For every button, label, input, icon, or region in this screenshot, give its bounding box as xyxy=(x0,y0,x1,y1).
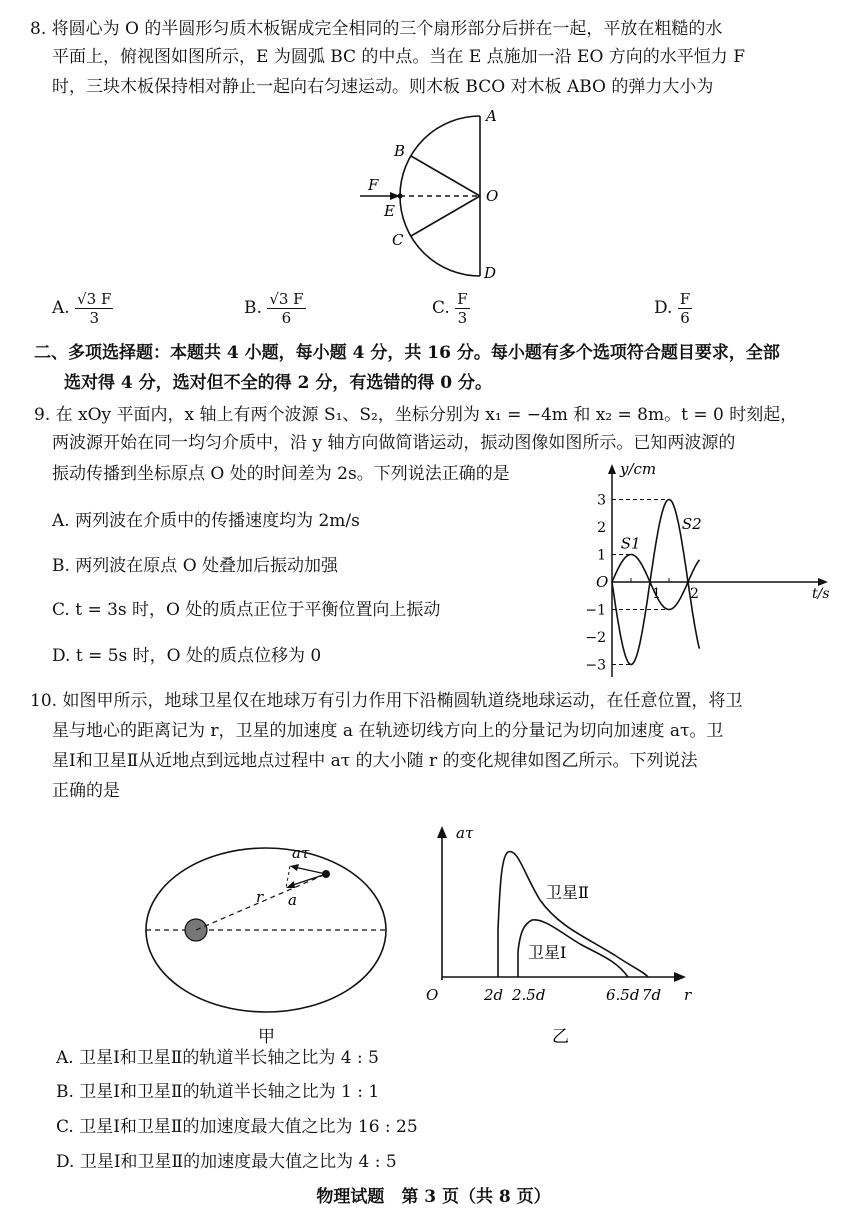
tick-2.5d: 2.5d xyxy=(512,986,546,1004)
q10-line2: 星与地心的距离记为 r，卫星的加速度 a 在轨迹切线方向上的分量记为切向加速度 aτ。卫 xyxy=(52,721,724,741)
q8-line1: 8. 将圆心为 O 的半圆形匀质木板锯成完全相同的三个扇形部分后拼在一起，平放在粗糙的水 xyxy=(30,19,723,39)
y-tick-label: −1 xyxy=(585,602,606,619)
q10-line1: 10. 如图甲所示，地球卫星仅在地球万有引力作用下沿椭圆轨道绕地球运动，在任意位置，将卫 xyxy=(30,691,743,711)
q10-choice-b[interactable]: B. 卫星Ⅰ和卫星Ⅱ的轨道半长轴之比为 1 : 1 xyxy=(56,1082,380,1102)
x-axis-arrow xyxy=(818,578,828,586)
y-axis-arrow xyxy=(608,464,616,474)
label-sat1: 卫星Ⅰ xyxy=(528,943,567,962)
label-F: F xyxy=(368,176,379,194)
label-a-tau: aτ xyxy=(292,844,310,862)
radius-OC xyxy=(411,196,480,236)
q9-line2: 两波源开始在同一均匀介质中，沿 y 轴方向做简谐运动，振动图像如图所示。已知两波源的 xyxy=(52,433,736,453)
label-D: D xyxy=(484,264,497,282)
wave-chart xyxy=(585,458,840,690)
label-E: E xyxy=(384,202,395,220)
q10-choice-d[interactable]: D. 卫星Ⅰ和卫星Ⅱ的加速度最大值之比为 4 : 5 xyxy=(56,1152,397,1172)
orbit-figure xyxy=(140,830,400,1050)
q9-choice-b[interactable]: B. 两列波在原点 O 处叠加后振动加强 xyxy=(52,556,339,576)
fraction: $\frac{F}{3}$ xyxy=(457,290,468,327)
tick-6.5d: 6.5d xyxy=(606,986,640,1004)
q9-choice-c[interactable]: C. t = 3s 时，O 处的质点正位于平衡位置向上振动 xyxy=(52,600,441,620)
caption-yi: 乙 xyxy=(552,1027,569,1047)
q10-line4: 正确的是 xyxy=(52,781,120,801)
fraction: $\frac{√3 F}{6}$ xyxy=(269,290,304,327)
series-label-S1: S1 xyxy=(620,534,641,553)
section2-line1: 二、多项选择题：本题共 4 小题，每小题 4 分，共 16 分。每小题有多个选项符合题目要求，全部 xyxy=(34,343,780,363)
page-footer: 物理试题 第 3 页（共 8 页） xyxy=(316,1187,551,1207)
label-sat2: 卫星Ⅱ xyxy=(546,883,589,902)
x-tick-label: 1 xyxy=(652,586,661,602)
q9-choice-a[interactable]: A. 两列波在介质中的传播速度均为 2m/s xyxy=(52,511,360,531)
fraction: $\frac{√3 F}{3}$ xyxy=(77,290,112,327)
radius-OB xyxy=(411,156,480,196)
x-axis-label: t/s xyxy=(812,586,830,602)
q8-choice-b[interactable]: B. $\frac{√3 F}{6}$ xyxy=(244,290,304,327)
label-a: a xyxy=(288,891,297,909)
y-tick-label: 2 xyxy=(597,520,606,536)
label-r-axis: r xyxy=(684,986,692,1004)
label-a-tau-axis: aτ xyxy=(456,824,474,842)
origin-label: O xyxy=(596,573,609,591)
a-arrow xyxy=(290,874,326,886)
series-label-S2: S2 xyxy=(681,515,702,533)
y-tick-label: 3 xyxy=(597,492,606,509)
y-tick-label: −3 xyxy=(585,657,606,674)
label-origin: O xyxy=(426,986,439,1004)
caption-jia: 甲 xyxy=(258,1027,275,1047)
q10-choice-c[interactable]: C. 卫星Ⅰ和卫星Ⅱ的加速度最大值之比为 16 : 25 xyxy=(56,1117,418,1137)
tick-2d: 2d xyxy=(484,986,504,1004)
label-r: r xyxy=(256,888,264,906)
section2-line2: 选对得 4 分，选对但不全的得 2 分，有选错的得 0 分。 xyxy=(64,373,492,393)
q9-choice-d[interactable]: D. t = 5s 时，O 处的质点位移为 0 xyxy=(52,646,322,666)
label-B: B xyxy=(394,142,406,160)
curve-sat2 xyxy=(498,852,648,977)
a-tau-arrow xyxy=(294,867,326,874)
q9-line1: 9. 在 xOy 平面内，x 轴上有两个波源 S₁、S₂，坐标分别为 x₁ = −4m 和 x₂ = 8m。t = 0 时刻起， xyxy=(34,405,798,425)
y-tick-label: −2 xyxy=(585,630,606,646)
q10-line3: 星Ⅰ和卫星Ⅱ从近地点到远地点过程中 aτ 的大小随 r 的变化规律如图乙所示。下列说法 xyxy=(52,751,698,771)
label-A: A xyxy=(486,107,497,125)
x-tick-label: 2 xyxy=(690,586,699,602)
a-tau-figure xyxy=(420,820,700,1050)
fraction: $\frac{F}{6}$ xyxy=(679,290,691,327)
label-O: O xyxy=(486,187,499,205)
q8-choice-c[interactable]: C. $\frac{F}{3}$ xyxy=(432,290,468,327)
q8-line3: 时，三块木板保持相对静止一起向右匀速运动。则木板 BCO 对木板 ABO 的弹力大小为 xyxy=(52,77,714,97)
q8-line2: 平面上，俯视图如图所示，E 为圆弧 BC 的中点。当在 E 点施加一沿 EO 方向的水平恒力 F xyxy=(52,47,746,67)
q10-choice-a[interactable]: A. 卫星Ⅰ和卫星Ⅱ的轨道半长轴之比为 4 : 5 xyxy=(56,1048,379,1068)
point-E xyxy=(398,194,403,199)
q8-choice-d[interactable]: D. $\frac{F}{6}$ xyxy=(654,290,691,327)
q8-figure xyxy=(340,100,540,290)
tick-7d: 7d xyxy=(642,986,662,1004)
q9-line3: 振动传播到坐标原点 O 处的时间差为 2s。下列说法正确的是 xyxy=(52,464,510,484)
q8-choice-a[interactable]: A. $\frac{√3 F}{3}$ xyxy=(52,290,112,327)
y-tick-label: 1 xyxy=(597,547,606,564)
y-axis-label: y/cm xyxy=(620,460,657,478)
label-C: C xyxy=(392,231,404,249)
